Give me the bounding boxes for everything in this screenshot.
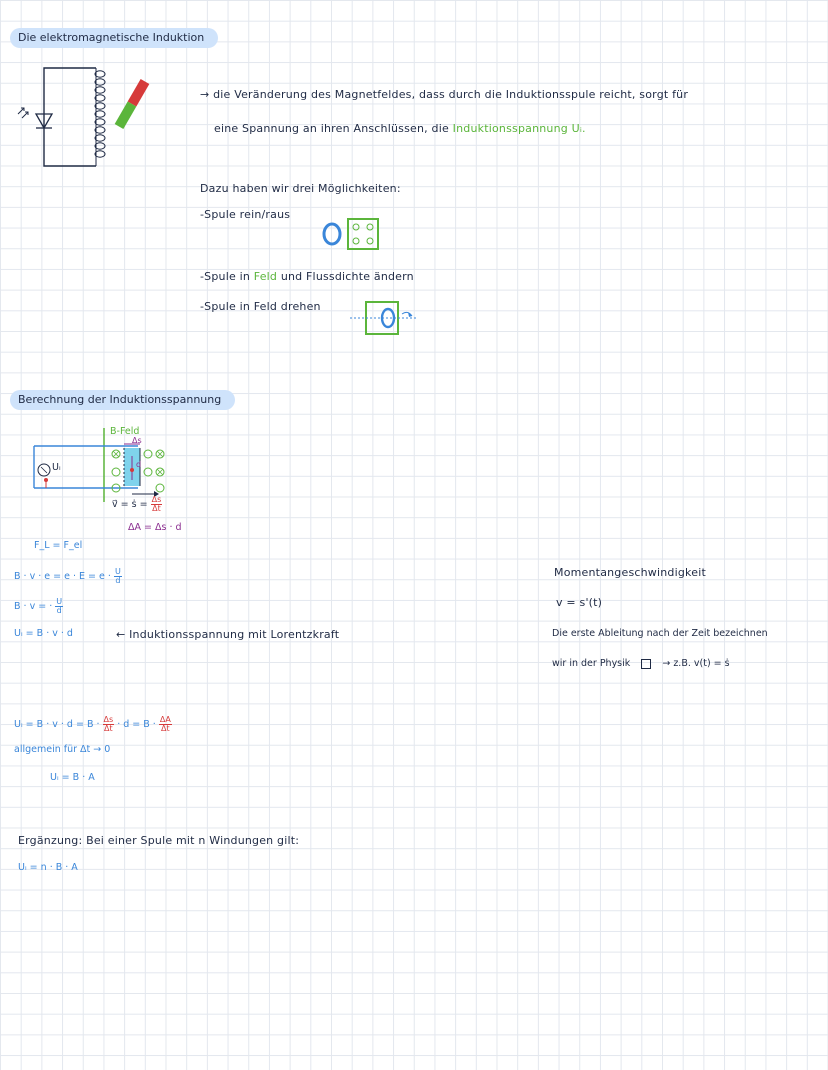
sidebar-title: Momentangeschwindigkeit (554, 566, 706, 579)
induction-statement-line2: eine Spannung an ihren Anschlüssen, die Induktionsspannung Uᵢ. (214, 122, 586, 135)
option-coil-in-out: -Spule rein/raus (200, 208, 291, 221)
induction-voltage-symbol: Uᵢ. (571, 122, 586, 135)
ui-label: Uᵢ (52, 462, 61, 473)
induction-voltage-term: Induktionsspannung (452, 122, 568, 135)
sidebar-formula: v = s'(t) (556, 596, 603, 609)
equation-n-windings: Uᵢ = n · B · A (18, 862, 78, 873)
equation-general: Uᵢ = B · A (50, 772, 95, 783)
equation-note-lorentz: ← Induktionsspannung mit Lorentzkraft (116, 628, 340, 641)
section-heading-calculation: Berechnung der Induktionsspannung (10, 390, 235, 410)
general-limit: allgemein für Δt → 0 (14, 744, 111, 755)
option-rotate-coil: -Spule in Feld drehen (200, 300, 321, 313)
equation-induction-voltage: Uᵢ = B · v · d (14, 628, 73, 639)
section-heading-induction: Die elektromagnetische Induktion (10, 28, 218, 48)
induction-statement-line1: → die Veränderung des Magnetfeldes, dass durch die Induktionsspule reicht, sorgt für (200, 88, 689, 101)
delta-s-label: Δs (132, 436, 142, 445)
sidebar-line2: wir in der Physik → z.B. v(t) = ṡ (552, 658, 730, 669)
induction-circuit-diagram (14, 52, 174, 182)
option-change-flux-density: -Spule in Feld und Flussdichte ändern (200, 270, 414, 283)
d-label: d (136, 460, 142, 469)
force-equality: F_L = F_el (34, 540, 83, 551)
coil-rotate-sketch (348, 298, 428, 338)
b-field-label: B-Feld (110, 426, 140, 437)
coil-in-out-sketch (322, 216, 384, 252)
equation-derivation: Uᵢ = B · v · d = B · $\frac{\Delta s}{\Delta t}$ · d = B · $\frac{\Delta A}{\Delta t}$ (14, 715, 171, 733)
supplement-line: Ergänzung: Bei einer Spule mit n Windungen gilt: (18, 834, 300, 847)
moving-conductor-diagram (28, 424, 188, 536)
possibilities-intro: Dazu haben wir drei Möglichkeiten: (200, 182, 401, 195)
equation-force-balance: B · v · e = e · E = e · $\frac{U}{d}$ (14, 567, 121, 585)
area-label: ΔA = Δs · d (128, 522, 182, 533)
placeholder-box-icon (641, 659, 651, 669)
velocity-label: v⃗ = ṡ = $\frac{\Delta s}{\Delta t}$ (112, 495, 162, 513)
equation-simplified: B · v = · $\frac{U}{d}$ (14, 597, 63, 615)
sidebar-line1: Die erste Ableitung nach der Zeit bezeichnen (552, 628, 768, 639)
